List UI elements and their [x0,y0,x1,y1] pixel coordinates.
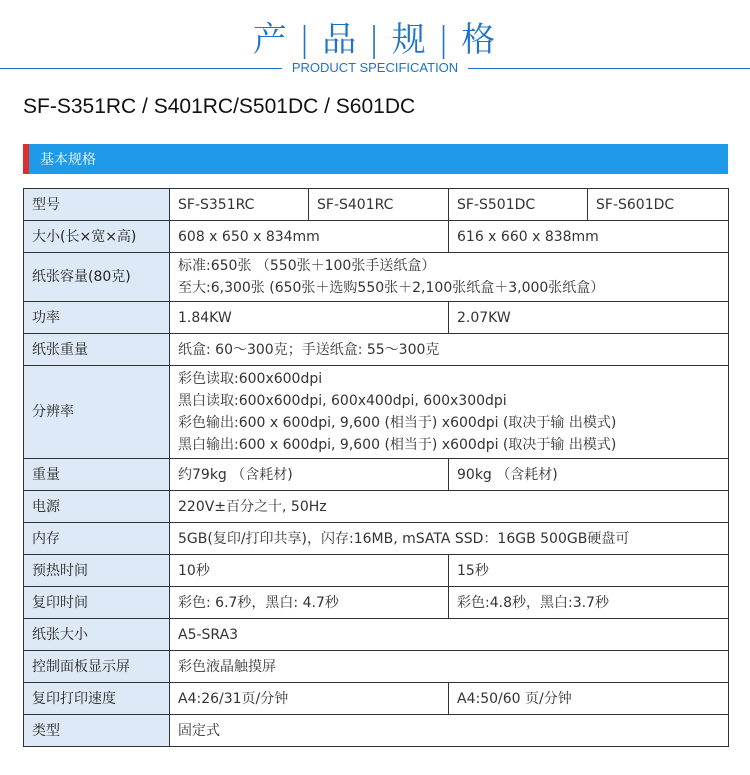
model-cell: SF-S501DC [449,189,588,221]
table-row [24,253,729,302]
row-label: 纸张容量(80克) [24,253,170,302]
table-row [24,683,729,715]
row-label: 复印打印速度 [24,683,170,715]
row-label: 电源 [24,491,170,523]
value-cell: 616 x 660 x 838mm [449,221,729,253]
title-divider: | [437,20,452,60]
section-header [23,144,728,174]
title-char-4: 格 [461,20,498,60]
row-label: 重量 [24,459,170,491]
value-cell: A4:26/31页/分钟 [170,683,449,715]
value-cell: 15秒 [449,555,729,587]
row-label: 功率 [24,302,170,334]
value-line: 标准:650张 （550张＋100张手送纸盒） [178,258,436,274]
model-heading: SF-S351RC / S401RC/S501DC / S601DC [23,95,416,118]
value-cell: 5GB(复印/打印共享)，闪存:16MB, mSATA SSD：16GB 500GB硬盘可 [170,523,729,555]
value-cell: 10秒 [170,555,449,587]
table-row [24,587,729,619]
row-label: 纸张重量 [24,334,170,366]
title-char-1: 产 [252,20,289,60]
value-cell: A5-SRA3 [170,619,729,651]
value-cell [170,253,729,302]
value-cell: 2.07KW [449,302,729,334]
value-cell: 608 x 650 x 834mm [170,221,449,253]
table-row [24,459,729,491]
value-cell [170,366,729,459]
row-label: 内存 [24,523,170,555]
row-label: 大小(长×宽×高) [24,221,170,253]
table-row [24,491,729,523]
table-row [24,619,729,651]
table-row [24,221,729,253]
value-cell: 彩色液晶触摸屏 [170,651,729,683]
table-row [24,523,729,555]
value-cell: 1.84KW [170,302,449,334]
value-cell: 彩色: 6.7秒，黑白: 4.7秒 [170,587,449,619]
table-row [24,651,729,683]
title-char-3: 规 [391,20,428,60]
row-label: 分辨率 [24,366,170,459]
title-divider: | [368,20,382,60]
value-cell: A4:50/60 页/分钟 [449,683,729,715]
row-label: 预热时间 [24,555,170,587]
section-accent [23,144,29,174]
row-label: 纸张大小 [24,619,170,651]
value-cell: 220V±百分之十, 50Hz [170,491,729,523]
model-cell: SF-S601DC [588,189,729,221]
table-row [24,555,729,587]
table-row [24,366,729,459]
value-cell: 90kg （含耗材) [449,459,729,491]
section-title: 基本规格 [40,152,96,168]
value-line: 黑白读取:600x600dpi, 600x400dpi, 600x300dpi [178,393,507,409]
model-cell: SF-S351RC [170,189,309,221]
page-title [0,12,750,61]
title-char-2: 品 [322,20,359,60]
page-subtitle: PRODUCT SPECIFICATION [282,60,468,75]
value-cell: 彩色:4.8秒，黑白:3.7秒 [449,587,729,619]
value-line: 黑白输出:600 x 600dpi, 9,600 (相当于) x600dpi (取决于输 出模式) [178,437,617,453]
table-row [24,189,729,221]
row-label: 类型 [24,715,170,747]
title-divider: | [298,20,313,60]
value-line: 彩色读取:600x600dpi [178,371,323,387]
spec-table [23,188,729,747]
table-row [24,334,729,366]
table-row [24,302,729,334]
value-cell: 约79kg （含耗材) [170,459,449,491]
value-cell: 固定式 [170,715,729,747]
row-label: 复印时间 [24,587,170,619]
row-label: 型号 [24,189,170,221]
row-label: 控制面板显示屏 [24,651,170,683]
table-row [24,715,729,747]
value-line: 至大:6,300张 (650张＋选购550张＋2,100张纸盒＋3,000张纸盒） [178,280,605,296]
value-cell: 纸盒: 60～300克；手送纸盒: 55～300克 [170,334,729,366]
value-line: 彩色输出:600 x 600dpi, 9,600 (相当于) x600dpi (取决于输 出模式) [178,415,617,431]
model-cell: SF-S401RC [309,189,449,221]
